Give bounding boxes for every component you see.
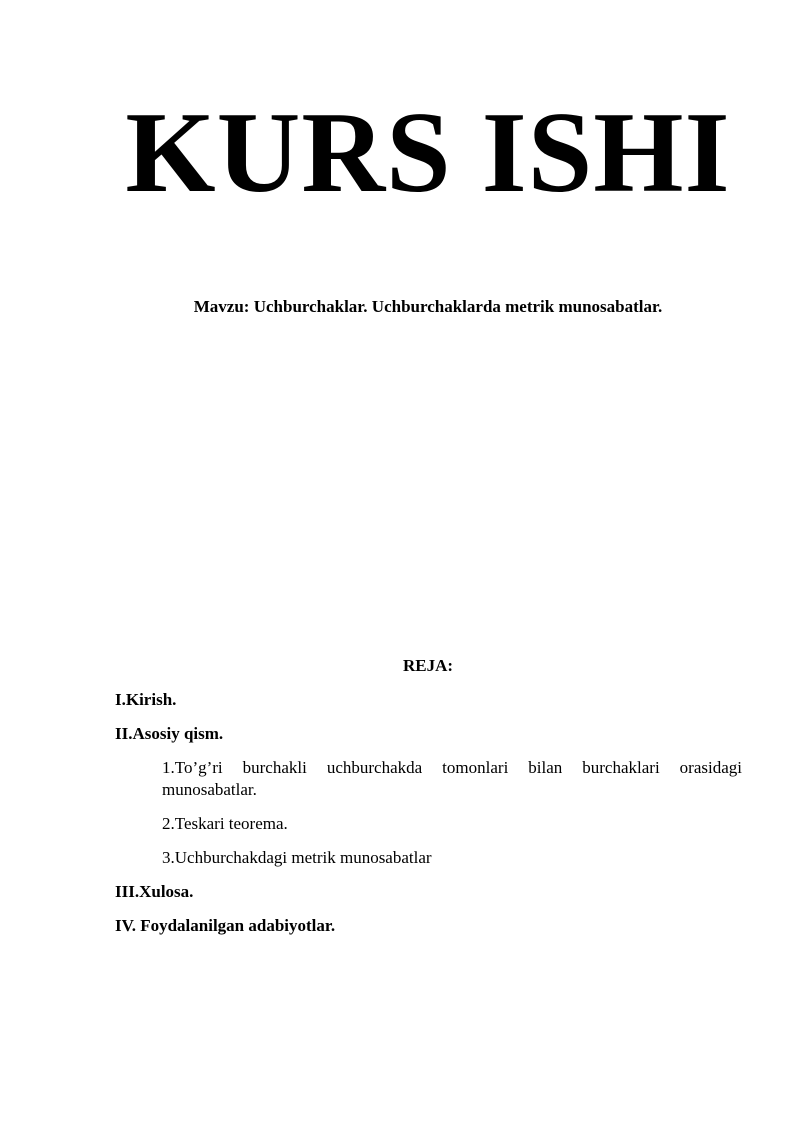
document-title: KURS ISHI (125, 89, 731, 217)
topic-line: Mavzu: Uchburchaklar. Uchburchaklarda metrik munosabatlar. (193, 297, 663, 316)
plan-item-introduction: I.Kirish. (115, 690, 177, 709)
plan-item-conclusion: III.Xulosa. (115, 882, 194, 901)
plan-item-main-part: II.Asosiy qism. (115, 724, 224, 743)
plan-list (115, 689, 742, 949)
plan-subitem-3: 3.Uchburchakdagi metrik munosabatlar (162, 848, 432, 867)
plan-subitem-1: 1.To’g’ri burchakli uchburchakda tomonlari bilan burchaklari orasidagi munosabatlar. (162, 758, 742, 799)
plan-subitem-2: 2.Teskari teorema. (162, 814, 288, 833)
plan-item-references: IV. Foydalanilgan adabiyotlar. (115, 916, 336, 935)
plan-heading: REJA: (402, 656, 454, 675)
